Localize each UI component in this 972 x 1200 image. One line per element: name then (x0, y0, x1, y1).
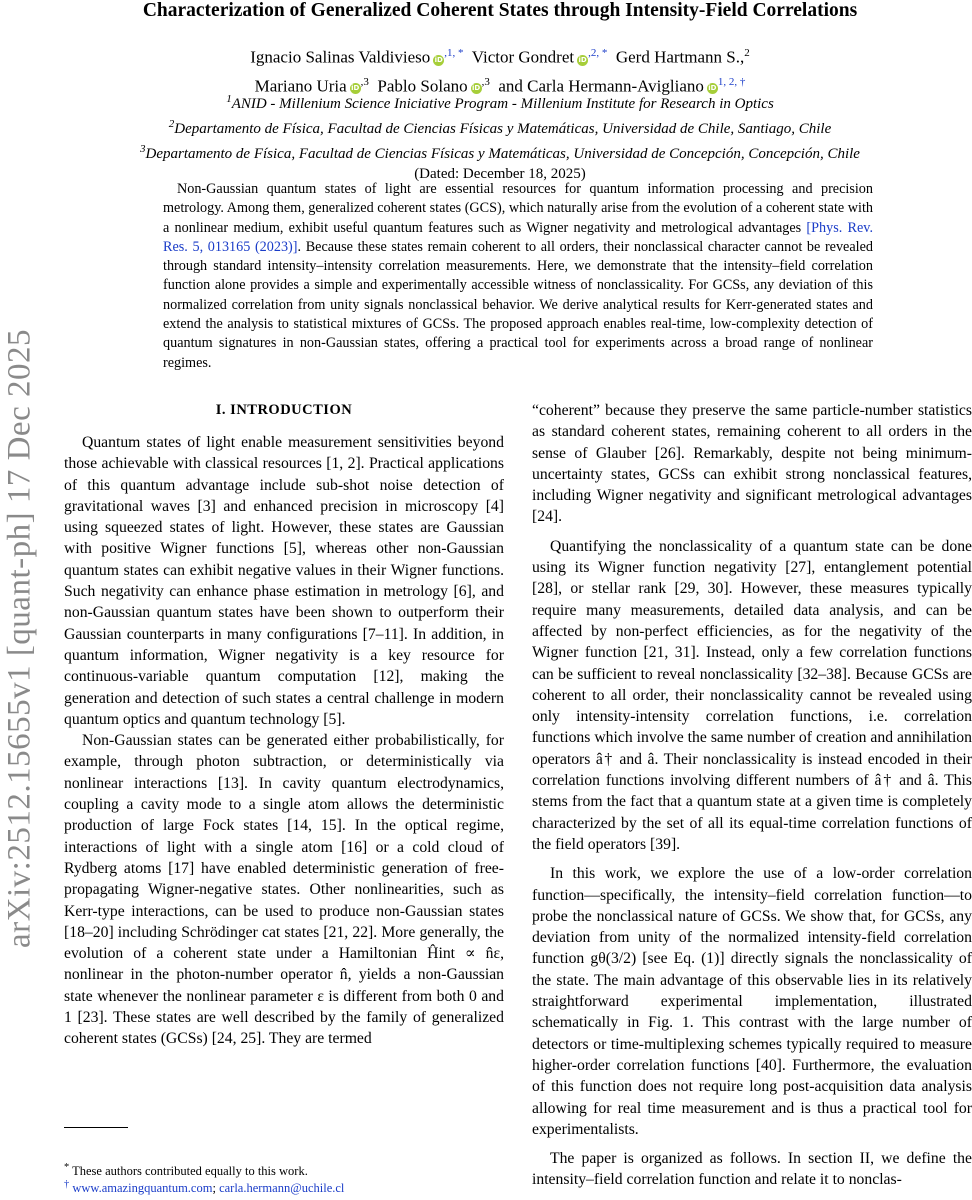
author-affil-mark[interactable]: 1, 2, † (717, 75, 746, 88)
author-name: Victor Gondret (471, 47, 575, 67)
abstract-reference-link[interactable]: [Phys. Rev. Res. 5, 013165 (2023)] (163, 219, 873, 255)
paragraph-text: In this work, we explore the use of a low-order correlation function—specifically, the intensity–field correlation function—to probe the nonclassical nature of GCSs. We show that, for GCSs, any deviation from unity of the normalized intensity-field correlation function gθ(3/2) [see Eq. (1)] directly signals the nonclassicality of the state. The main advantage of this observable lies in its relatively straightforward experimental implementation, illustrated schematically in Fig. 1. This contrast with the large number of detectors or time-multiplexing schemes typically required to measure higher-order correlation functions [40]. Furthermore, the evaluation of this function does not require long post-acquisition data analysis allowing for real time measurement and is thus a practical tool for experimentalists. (532, 865, 972, 1138)
author-affil-mark: ,3 (360, 75, 369, 88)
affil-number: 3 (140, 143, 146, 155)
paragraph (64, 730, 504, 1049)
abstract (163, 180, 873, 373)
affiliations (80, 89, 920, 184)
orcid-icon[interactable]: iD (472, 84, 481, 93)
footnote-separator: ; (212, 1181, 216, 1196)
paragraph-text: Quantifying the nonclassicality of a quantum state can be done using its Wigner function negativity [27], entanglement potential [28], or stellar rank [29, 30]. However, these measures typically require many measurements, detailed data analysis, and can be affected by non-perfect efficiencies, as for the negativity of the Wigner function [21, 31]. Instead, only a few correlation functions can be sufficient to reveal nonclassicality [32–38]. Because GCSs are coherent to all order, their nonclassicality cannot be revealed using only intensity-intensity correlation functions, i.e. correlation functions which involve the same number of creation and annihilation operators â† and â. Their nonclassicality is instead encoded in their correlation functions involving different numbers of â† and â. This stems from the fact that a quantum state at a given time is completely characterized by the set of all its equal-time correlation functions of the field operators [39]. (532, 537, 972, 853)
affil-number: 2 (168, 118, 175, 130)
author-affil-mark: 2 (744, 47, 750, 59)
paragraph-text: “coherent” because they preserve the same particle-number statistics as standard coherent states, remaining coherent to all orders in the sense of Glauber [26]. Remarkably, despite not being minimum-uncertainty states, GCSs can exhibit strong nonclassical features, including Wigner negativity and significant metrological advantages [24]. (532, 402, 972, 526)
paragraph (532, 863, 972, 1140)
author-name: Mariano Uria (254, 76, 347, 96)
arxiv-side-label: arXiv:2512.15655v1 [quant-ph] 17 Dec 2025 (1, 329, 38, 948)
author-name: Carla Hermann-Avigliano (527, 76, 704, 96)
footnote-text: These authors contributed equally to this work. (72, 1164, 308, 1179)
abstract-text: Non-Gaussian quantum states of light are essential resources for quantum information processing and precision metrology. Among them, generalized coherent states (GCS), which naturally arise from the evolution of a coherent state with a nonlinear medium, exhibit useful quantum features such as Wigner negativity and metrological advantages (163, 181, 873, 236)
left-column (64, 432, 504, 1050)
author-name: Gerd Hartmann S., (615, 47, 745, 67)
footnote-mark: † (64, 1179, 70, 1190)
paragraph (532, 536, 972, 855)
paragraph (64, 432, 504, 730)
affil-number: 1 (226, 93, 232, 105)
author-affil-mark[interactable]: ,2, * (588, 47, 608, 59)
orcid-icon[interactable]: iD (578, 55, 587, 64)
paragraph-text: The paper is organized as follows. In section II, we define the intensity–field correlation function and relate it to nonclas- (532, 1150, 972, 1189)
affil-text: Departamento de Física, Facultad de Ciencias Físicas y Matemáticas, Universidad de Chile, Santiago, Chile (174, 121, 832, 137)
orcid-icon[interactable]: iD (708, 84, 717, 93)
affil-text: ANID - Millenium Science Iniciative Program - Millenium Institute for Research in Optics (231, 96, 774, 112)
footnote-rule (64, 1127, 128, 1128)
abstract-text: . Because these states remain coherent to all orders, their nonclassical character cannot be revealed through standard intensity–intensity correlation measurements. Here, we demonstrate that the intensity–field correlation function alone provides a simple and experimentally accessible witness of nonclassicality. For GCSs, any deviation of this normalized correlation from unity signals nonclassical behavior. We derive analytical results for Kerr-generated states and extend the analysis to statistical mixtures of GCSs. The proposed approach enables real-time, low-complexity detection of quantum signatures in non-Gaussian states, offering a practical tool for experiments across a broad range of nonlinear regimes. (163, 238, 873, 371)
footnote-contact (64, 1177, 344, 1196)
email-link[interactable]: carla.hermann@uchile.cl (219, 1181, 345, 1196)
paragraph (532, 400, 972, 528)
footnote-mark: * (64, 1162, 70, 1173)
author-connector: and (498, 76, 523, 96)
affil-text: Departamento de Física, Facultad de Ciencias Físicas y Matemáticas, Universidad de Concepción, Concepción, Chile (145, 146, 860, 162)
orcid-icon[interactable]: iD (434, 55, 443, 64)
author-affil-mark[interactable]: ,1, * (444, 47, 464, 59)
paragraph-text: Non-Gaussian states can be generated either probabilistically, for example, through photon subtraction, or deterministically via nonlinear interactions [13]. In cavity quantum electrodynamics, coupling a cavity mode to a single atom allows the deterministic production of large Fock states [14, 15]. In the optical regime, interactions of light with a single atom [16] or a cold cloud of Rydberg atoms [17] have enabled deterministic generation of free-propagating Wigner-negative states. Other nonlinearities, such as Kerr-type interactions, can be used to produce non-Gaussian states [18–20] including Schrödinger cat states [21, 22]. More generally, the evolution of a coherent state under a Hamiltonian Ĥint ∝ n̂ε, nonlinear in the photon-number operator n̂, yields a non-Gaussian state whenever the nonlinear parameter ε is different from both 0 and 1 [23]. These states are well described by the family of generalized coherent states (GCSs) [24, 25]. They are termed (64, 732, 504, 1048)
section-heading-introduction: I. INTRODUCTION (215, 402, 353, 418)
paper-title: Characterization of Generalized Coherent States through Intensity-Field Correlations (142, 0, 858, 21)
right-column (532, 400, 972, 1191)
paragraph (532, 1148, 972, 1191)
orcid-icon[interactable]: iD (351, 84, 360, 93)
author-name: Pablo Solano (377, 76, 468, 96)
author-name: Ignacio Salinas Valdivieso (250, 47, 431, 67)
paragraph-text: Quantum states of light enable measurement sensitivities beyond those achievable with classical resources [1, 2]. Practical applications of this quantum advantage include sub-shot noise detection of gravitational waves [3] and enhanced precision in microscopy [4] using squeezed states of light. However, these states are Gaussian with positive Wigner functions [5], whereas other non-Gaussian quantum states can exhibit negative values in their Wigner functions. Such negativity can enhance phase estimation in metrology [6], and non-Gaussian quantum states have been shown to outperform their Gaussian counterparts in many configurations [7–11]. In addition, in quantum information, Wigner negativity is a key resource for continuous-variable quantum computation [12], making the generation and detection of such states a central challenge in modern quantum optics and quantum technology [5]. (64, 434, 504, 728)
dated-line: (Dated: December 18, 2025) (414, 166, 586, 182)
website-link[interactable]: www.amazingquantum.com (72, 1181, 213, 1196)
author-affil-mark: ,3 (481, 75, 490, 88)
